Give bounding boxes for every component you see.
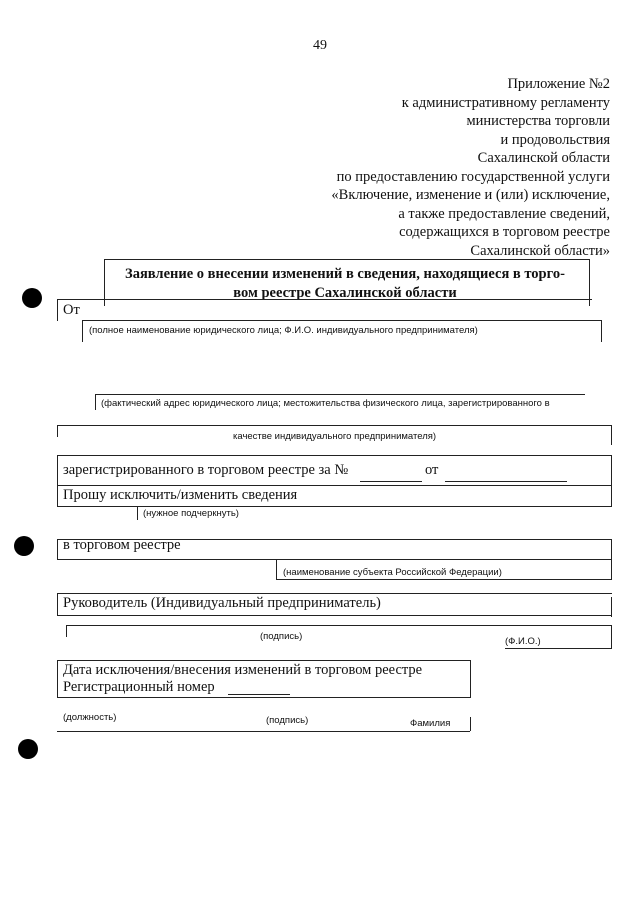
address-hint: (фактический адрес юридического лица; местожительства физического лица, зарегистрированного в (101, 398, 550, 409)
divider (57, 299, 58, 321)
divider (57, 485, 611, 486)
divider (66, 625, 67, 637)
header-line: Сахалинской области (477, 150, 610, 166)
divider (470, 717, 471, 731)
from-hint: (полное наименование юридического лица; Ф.И.О. индивидуального предпринимателя) (89, 325, 478, 336)
reg-number-field[interactable] (228, 694, 290, 695)
divider (57, 697, 470, 698)
header-line: содержащихся в торговом реестре (399, 224, 610, 240)
divider (57, 660, 470, 661)
address-field-line-2[interactable] (57, 425, 611, 426)
divider (57, 506, 611, 507)
form-title-line: вом реестре Сахалинской области (233, 285, 457, 301)
divider (57, 731, 470, 732)
registered-label: зарегистрированного в торговом реестре за № (63, 462, 349, 478)
appendix-header (280, 75, 610, 260)
divider (276, 559, 277, 579)
subject-hint: (наименование субъекта Российской Федерации) (283, 567, 502, 578)
divider (470, 660, 471, 698)
page-number: 49 (313, 38, 327, 53)
fio-hint: (Ф.И.О.) (505, 636, 541, 647)
divider (57, 425, 58, 437)
registry-number-field[interactable] (360, 481, 422, 482)
divider (611, 455, 612, 485)
punch-hole (18, 739, 38, 759)
from-label: От (63, 302, 80, 318)
request-label: Прошу исключить/изменить сведения (63, 487, 298, 503)
registry-date-field[interactable] (445, 481, 567, 482)
signature-hint: (подпись) (260, 631, 303, 642)
head-label: Руководитель (Индивидуальный предприниматель) (63, 595, 381, 611)
divider (276, 579, 612, 580)
header-line: а также предоставление сведений, (398, 205, 610, 222)
divider (57, 615, 612, 616)
divider (611, 559, 612, 579)
position-hint: (должность) (63, 712, 117, 723)
divider (57, 455, 58, 485)
from-date-label: от (425, 462, 439, 478)
date-label: Дата исключения/внесения изменений в торговом реестре (63, 662, 423, 678)
punch-hole (14, 536, 34, 556)
divider (611, 597, 612, 617)
signature-field-line[interactable] (66, 625, 612, 626)
divider (137, 506, 138, 520)
signature-hint-2: (подпись) (266, 715, 309, 726)
address-hint-cont: качестве индивидуального предпринимателя) (233, 431, 437, 442)
divider (601, 320, 602, 342)
address-field-line[interactable] (95, 394, 585, 395)
divider (611, 539, 612, 559)
header-line: к административному регламенту (401, 94, 610, 111)
header-line: «Включение, изменение и (или) исключение, (331, 187, 610, 203)
header-line: министерства торговли (466, 113, 610, 129)
divider (95, 394, 96, 410)
divider (82, 320, 83, 342)
form-title (110, 265, 580, 303)
header-line: и продовольствия (500, 131, 610, 148)
header-line: Приложение №2 (507, 76, 610, 92)
header-line: по предоставлению государственной услуги (336, 168, 610, 185)
divider (57, 593, 58, 615)
divider (57, 485, 58, 507)
surname-hint: Фамилия (410, 718, 451, 729)
from-field-line[interactable] (82, 320, 602, 321)
registry-label: в торговом реестре (63, 537, 181, 553)
punch-hole (22, 288, 42, 308)
divider (505, 648, 612, 649)
header-line: Сахалинской области» (470, 242, 610, 259)
divider (57, 539, 58, 559)
divider (57, 660, 58, 698)
divider (57, 593, 612, 594)
underline-hint: (нужное подчеркнуть) (143, 508, 239, 519)
divider (57, 299, 592, 300)
divider (611, 625, 612, 649)
divider (611, 425, 612, 445)
reg-number-label: Регистрационный номер (63, 679, 215, 695)
divider (611, 485, 612, 507)
form-title-line: Заявление о внесении изменений в сведения, находящиеся в торго- (125, 266, 565, 282)
divider (57, 559, 612, 560)
divider (57, 455, 611, 456)
